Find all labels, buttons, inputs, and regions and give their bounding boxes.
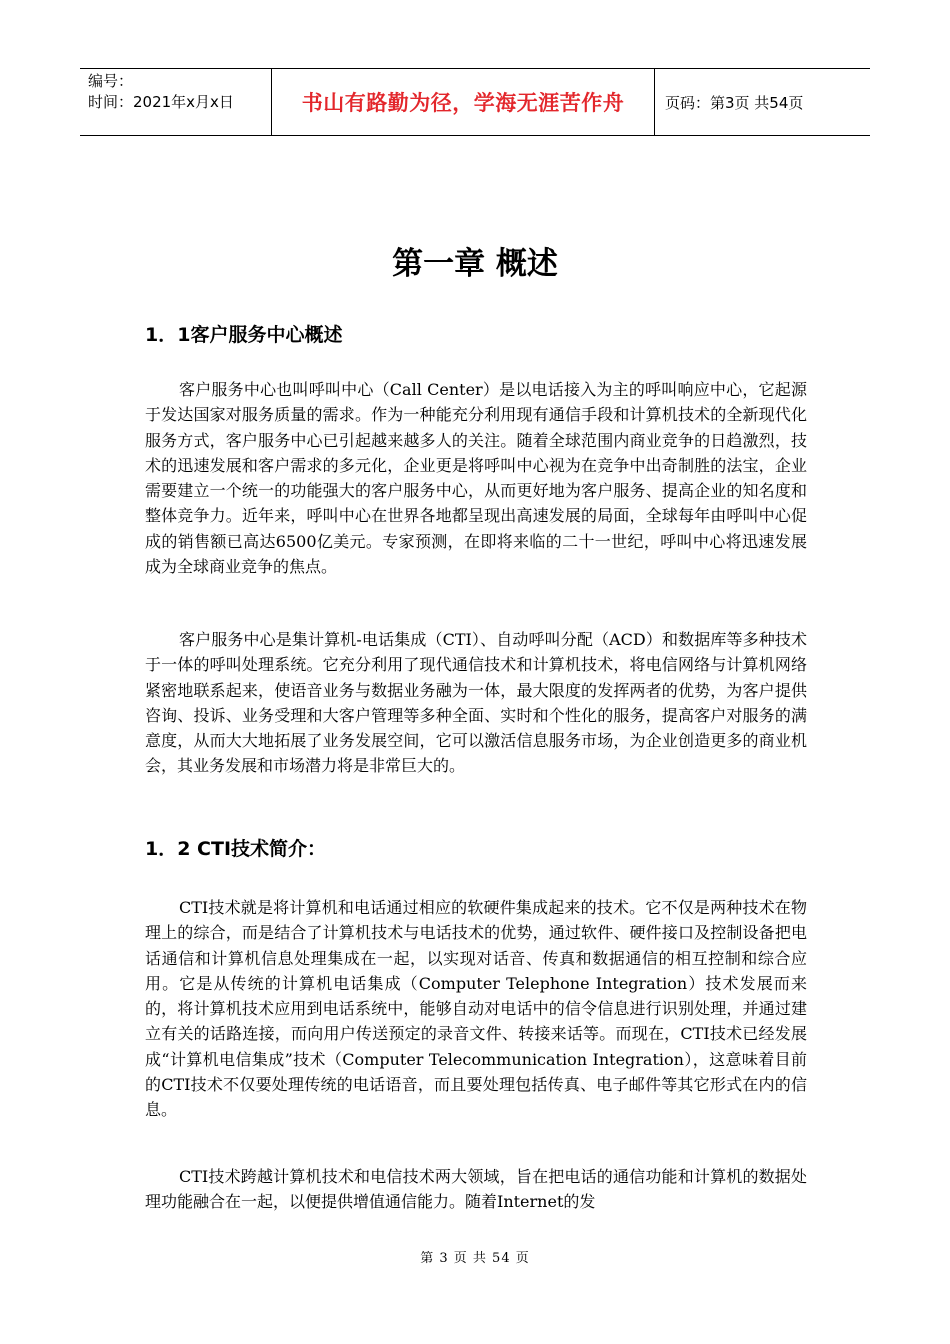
paragraph: CTI技术跨越计算机技术和电信技术两大领域，旨在把电话的通信功能和计算机的数据处理功能融合在一起，以便提供增值通信能力。随着Internet的发 <box>145 1167 807 1212</box>
page-header <box>80 68 870 136</box>
page-footer: 第 3 页 共 54 页 <box>420 1251 530 1266</box>
chapter-title: 第一章 概述 <box>392 246 558 282</box>
number-label: 编号： <box>88 72 134 90</box>
header-page-info: 页码：第3页 共54页 <box>665 93 804 112</box>
time-label: 时间：2021年x月x日 <box>88 93 234 111</box>
paragraph: 客户服务中心也叫呼叫中心（Call Center）是以电话接入为主的呼叫响应中心，它起源于发达国家对服务质量的需求。作为一种能充分利用现有通信手段和计算机技术的全新现代化服务方式，客户服务中心已引起越来越多人的关注。随着全球范围内商业竞争的日趋激烈，技术的迅速发展和客户需求的多元化，企业更是将呼叫中心视为在竞争中出奇制胜的法宝，企业需要建立一个统一的功能强大的客户服务中心，从而更好地为客户服务、提高企业的知名度和整体竞争力。近年来，呼叫中心在世界各地都呈现出高速发展的局面，全球每年由呼叫中心促成的销售额已高达6500亿美元。专家预测，在即将来临的二十一世纪，呼叫中心将迅速发展成为全球商业竞争的焦点。 <box>145 380 807 577</box>
section-heading-1-1: 1．1客户服务中心概述 <box>145 324 343 346</box>
paragraph: CTI技术就是将计算机和电话通过相应的软硬件集成起来的技术。它不仅是两种技术在物理上的综合，而是结合了计算机技术与电话技术的优势，通过软件、硬件接口及控制设备把电话通信和计算机信息处理集成在一起，以实现对话音、传真和数据通信的相互控制和综合应用。它是从传统的计算机电话集成（Computer Telephone Integration）技术发展而来的，将计算机技术应用到电话系统中，能够自动对电话中的信令信息进行识别处理，并通过建立有关的话路连接，而向用户传送预定的录音文件、转接来话等。而现在，CTI技术已经发展成“计算机电信集成”技术（Computer Telecommunication Integration），这意味着目前的CTI技术不仅要处理传统的电话语音，而且要处理包括传真、电子邮件等其它形式在内的信息。 <box>145 898 807 1120</box>
header-motto: 书山有路勤为径，学海无涯苦作舟 <box>272 69 655 135</box>
header-meta <box>80 69 272 135</box>
paragraph: 客户服务中心是集计算机-电话集成（CTI）、自动呼叫分配（ACD）和数据库等多种技术于一体的呼叫处理系统。它充分利用了现代通信技术和计算机技术，将电信网络与计算机网络紧密地联系起来，使语音业务与数据业务融为一体，最大限度的发挥两者的优势，为客户提供咨询、投诉、业务受理和大客户管理等多种全面、实时和个性化的服务，提高客户对服务的满意度，从而大大地拓展了业务发展空间，它可以激活信息服务市场，为企业创造更多的商业机会，其业务发展和市场潜力将是非常巨大的。 <box>145 630 807 776</box>
section-heading-1-2: 1．2 CTI技术简介： <box>145 838 327 860</box>
